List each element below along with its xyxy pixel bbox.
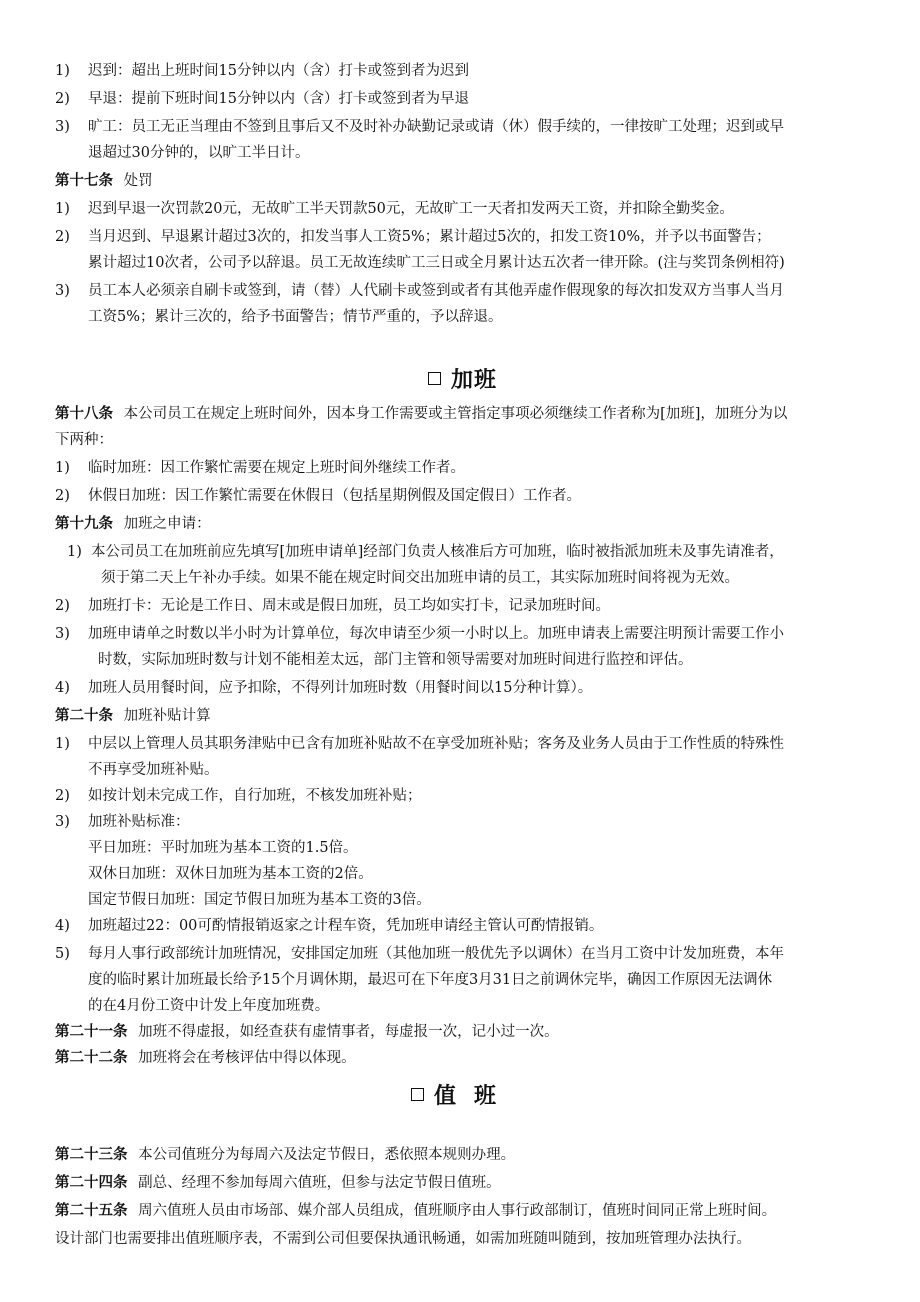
document-body bbox=[55, 58, 870, 1253]
article-17 bbox=[55, 168, 870, 194]
article-label: 第十七条 bbox=[55, 173, 113, 189]
list-item: 3) 员工本人必须亲自刷卡或签到，请（替）人代刷卡或签到或者有其他弄虚作假现象的每次扣发双方当事人当月 工资5%；累计三次的，给予书面警告；情节严重的，予以辞退。 bbox=[55, 283, 784, 325]
list-item: 2) 如按计划未完成工作，自行加班，不核发加班补贴； bbox=[55, 788, 422, 804]
article-label: 第十八条 bbox=[55, 406, 113, 422]
sub-item: 平日加班：平时加班为基本工资的1.5倍。 bbox=[88, 840, 358, 856]
article-19 bbox=[55, 511, 870, 537]
list-item: 3) 加班申请单之时数以半小时为计算单位，每次申请至少须一小时以上。加班申请表上需要注明预计需要工作小 时数，实际加班时数与计划不能相差太远，部门主管和领导需要对加班时间进行监控和评估。 bbox=[55, 626, 784, 668]
article-22: 第二十二条 加班将会在考核评估中得以体现。 bbox=[55, 1050, 356, 1066]
article-25: 第二十五条 周六值班人员由市场部、媒介部人员组成，值班顺序由人事行政部制订，值班时间同正常上班时间。 bbox=[55, 1203, 777, 1219]
section-heading-duty: 值班 bbox=[55, 1077, 870, 1117]
article-20 bbox=[55, 703, 870, 729]
list-item: 4) 加班超过22：00可酌情报销返家之计程车资，凭加班申请经主管认可酌情报销。 bbox=[55, 918, 604, 934]
article-title: 加班之申请： bbox=[123, 516, 211, 532]
article-18-continued: 下两种： bbox=[55, 432, 113, 448]
article-24: 第二十四条 副总、经理不参加每周六值班，但参与法定节假日值班。 bbox=[55, 1175, 501, 1191]
article-title: 加班补贴计算 bbox=[123, 708, 211, 724]
list-item: 2) 休假日加班：因工作繁忙需要在休假日（包括星期例假及国定假日）工作者。 bbox=[55, 488, 581, 504]
article-label: 第二十条 bbox=[55, 708, 113, 724]
list-item: 1) 本公司员工在加班前应先填写[加班申请单]经部门负责人核准后方可加班，临时被指派加班未及事先请准者， 须于第二天上午补办手续。如果不能在规定时间交出加班申请的员工，其实际加班时间将视为无效。 bbox=[67, 544, 784, 586]
article-25-continued: 设计部门也需要排出值班顺序表，不需到公司但要保执通讯畅通，如需加班随叫随到，按加班管理办法执行。 bbox=[55, 1231, 751, 1247]
article-label: 第二十五条 bbox=[55, 1203, 128, 1219]
list-item: 1) 临时加班：因工作繁忙需要在规定上班时间外继续工作者。 bbox=[55, 460, 465, 476]
article-label: 第二十四条 bbox=[55, 1175, 128, 1191]
list-item: 5) 每月人事行政部统计加班情况，安排国定加班（其他加班一般优先予以调休）在当月工资中计发加班费，本年 度的临时累计加班最长给予15个月调休期，最迟可在下年度3月31日之前调休完毕，确因工作原因无法调休 的在4月份工资中计发上年度加班费。 bbox=[55, 946, 784, 1014]
list-item: 4) 加班人员用餐时间，应予扣除，不得列计加班时数（用餐时间以15分种计算）。 bbox=[55, 680, 593, 696]
list-item: 2) 加班打卡：无论是工作日、周末或是假日加班，员工均如实打卡，记录加班时间。 bbox=[55, 598, 610, 614]
article-label: 第二十二条 bbox=[55, 1050, 128, 1066]
article-title: 处罚 bbox=[123, 173, 153, 189]
list-item: 2) 当月迟到、早退累计超过3次的，扣发当事人工资5%；累计超过5次的，扣发工资10%，并予以书面警告； 累计超过10次者，公司予以辞退。员工无故连续旷工三日或全月累计达五次者一律开除。(注与奖罚条例相符) bbox=[55, 229, 785, 271]
sub-item: 双休日加班：双休日加班为基本工资的2倍。 bbox=[88, 866, 373, 882]
article-23: 第二十三条 本公司值班分为每周六及法定节假日，悉依照本规则办理。 bbox=[55, 1147, 516, 1163]
article-label: 第二十三条 bbox=[55, 1147, 128, 1163]
list-item: 1) 中层以上管理人员其职务津贴中已含有加班补贴故不在享受加班补贴；客务及业务人员由于工作性质的特殊性 不再享受加班补贴。 bbox=[55, 736, 784, 778]
list-item: 3) 加班补贴标准： 平日加班：平时加班为基本工资的1.5倍。 双休日加班：双休日加班为基本工资的2倍。 国定节假日加班：国定节假日加班为基本工资的3倍。 bbox=[55, 809, 870, 913]
list-item: 1) 迟到早退一次罚款20元，无故旷工半天罚款50元，无故旷工一天者扣发两天工资，并扣除全勤奖金。 bbox=[55, 201, 734, 217]
list-item: 3) 旷工：员工无正当理由不签到且事后又不及时补办缺勤记录或请（休）假手续的，一律按旷工处理；迟到或早 退超过30分钟的，以旷工半日计。 bbox=[55, 119, 784, 161]
checkbox-square-icon bbox=[411, 1088, 424, 1101]
article-18: 第十八条 本公司员工在规定上班时间外，因本身工作需要或主管指定事项必须继续工作者称为[加班]，加班分为以 bbox=[55, 406, 788, 422]
article-label: 第二十一条 bbox=[55, 1024, 128, 1040]
article-label: 第十九条 bbox=[55, 516, 113, 532]
article-21: 第二十一条 加班不得虚报，如经查获有虚情事者，每虚报一次，记小过一次。 bbox=[55, 1024, 559, 1040]
list-item: 2) 早退：提前下班时间15分钟以内（含）打卡或签到者为早退 bbox=[55, 91, 469, 107]
list-item: 1) 迟到：超出上班时间15分钟以内（含）打卡或签到者为迟到 bbox=[55, 63, 469, 79]
section-heading-overtime: 加班 bbox=[55, 363, 870, 399]
checkbox-square-icon bbox=[428, 372, 441, 385]
sub-item: 国定节假日加班：国定节假日加班为基本工资的3倍。 bbox=[88, 892, 431, 908]
